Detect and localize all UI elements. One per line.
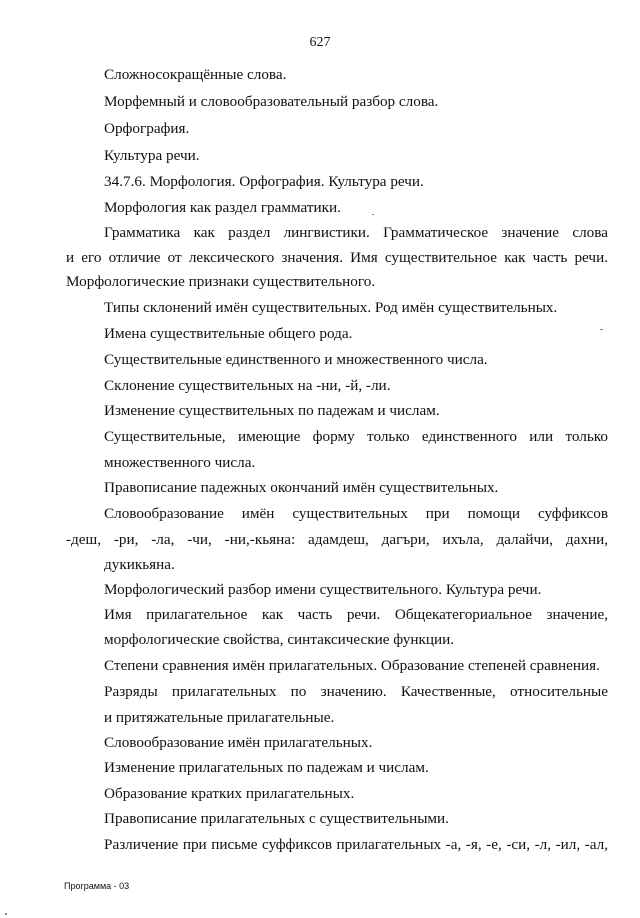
- text-line: Разряды прилагательных по значению. Качественные, относительные: [104, 683, 608, 700]
- text-line: Морфологический разбор имени существительного. Культура речи.: [104, 581, 542, 598]
- text-line: Различение при письме суффиксов прилагательных -а, -я, -е, -си, -л, -ил, -ал,: [104, 836, 608, 853]
- text-line: Правописание падежных окончаний имён существительных.: [104, 479, 499, 496]
- scan-speck: [600, 329, 603, 330]
- text-line: Грамматика как раздел лингвистики. Грамматическое значение слова: [104, 224, 608, 241]
- text-line: Орфография.: [104, 120, 190, 137]
- text-line: Словообразование имён прилагательных.: [104, 734, 373, 751]
- scan-speck: [372, 214, 374, 215]
- text-line: и притяжательные прилагательные.: [104, 709, 335, 726]
- text-line: Морфология как раздел грамматики.: [104, 199, 341, 216]
- text-line: Изменение существительных по падежам и числам.: [104, 402, 440, 419]
- text-line: морфологические свойства, синтаксические функции.: [104, 631, 455, 648]
- text-line: и его отличие от лексического значения. Имя существительное как часть речи.: [66, 249, 608, 266]
- text-line: Изменение прилагательных по падежам и числам.: [104, 759, 429, 776]
- text-line: Словообразование имён существительных при помощи суффиксов: [104, 505, 608, 522]
- text-line: Культура речи.: [104, 147, 200, 164]
- text-line: Типы склонений имён существительных. Род имён существительных.: [104, 299, 558, 316]
- text-line: Сложносокращённые слова.: [104, 66, 287, 83]
- text-line: Образование кратких прилагательных.: [104, 785, 355, 802]
- text-line: Правописание прилагательных с существительными.: [104, 810, 449, 827]
- text-line: -деш, -ри, -ла, -чи, -ни,-кьяна: адамдеш, дагъри, ихъла, далайчи, дахни,: [66, 531, 608, 548]
- page-number: 627: [309, 35, 331, 50]
- text-line: Морфемный и словообразовательный разбор слова.: [104, 93, 439, 110]
- text-line: Имена существительные общего рода.: [104, 325, 353, 342]
- section-heading: 34.7.6. Морфология. Орфография. Культура речи.: [104, 173, 424, 190]
- text-line: Существительные, имеющие форму только единственного или только: [104, 428, 608, 445]
- footer-program-label: Программа - 03: [64, 881, 130, 891]
- text-line: дукикьяна.: [104, 556, 175, 573]
- text-line: Склонение существительных на -ни, -й, -ли.: [104, 377, 391, 394]
- text-line: множественного числа.: [104, 454, 256, 471]
- text-line: Существительные единственного и множественного числа.: [104, 351, 488, 368]
- text-line: Степени сравнения имён прилагательных. Образование степеней сравнения.: [104, 657, 600, 674]
- text-line: Морфологические признаки существительного.: [66, 273, 376, 290]
- scan-speck: [5, 913, 7, 915]
- text-line: Имя прилагательное как часть речи. Общекатегориальное значение,: [104, 606, 608, 623]
